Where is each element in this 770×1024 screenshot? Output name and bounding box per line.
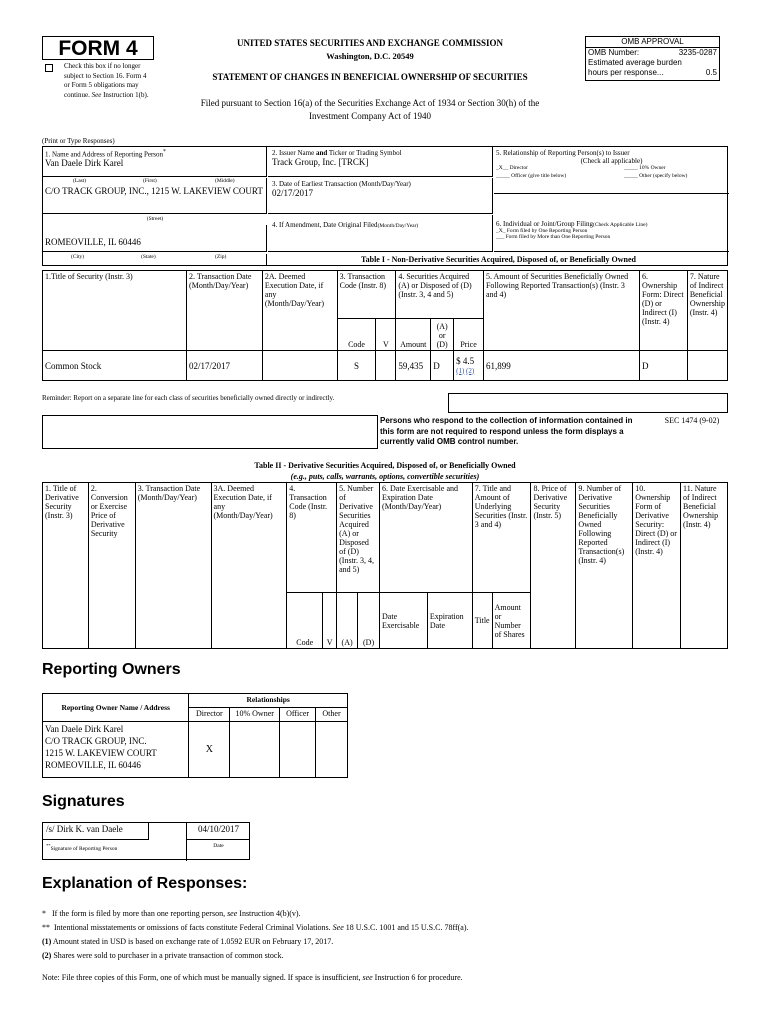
box1-label: 1. Name and Address of Reporting Person [45,150,164,159]
table2-title: Table II - Derivative Securities Acquired, Disposed of, or Beneficially Owned [254,461,516,470]
agency-city: Washington, D.C. 20549 [326,51,414,61]
box4-amendment: 4. If Amendment, Date Original Filed(Month/Day/Year) [268,215,493,252]
t2-h11: 11. Nature of Indirect Beneficial Ownership (Instr. 4) [681,483,728,649]
signatures-heading: Signatures [42,793,125,810]
signature-date: 04/10/2017 [187,823,250,840]
note-1: * If the form is filed by more than one reporting person, see Instruction 4(b)(v). [42,909,301,918]
owner-address: Van Daele Dirk Karel C/O TRACK GROUP, INC. 1215 W. LAKEVIEW COURT ROMEOVILLE, IL 60446 [43,722,189,778]
table1-title: Table I - Non-Derivative Securities Acquired, Disposed of, or Beneficially Owned [361,255,636,264]
t2-h1: 1. Title of Derivative Security (Instr. 3) [43,483,89,649]
footnote-1-link[interactable]: (1) [456,366,465,375]
explanation-heading: Explanation of Responses: [42,875,248,892]
t1-h1: 1.Title of Security (Instr. 3) [43,271,187,351]
t2-h4: 4. Transaction Code (Instr. 8) [287,483,337,593]
filed-pursuant-1: Filed pursuant to Section 16(a) of the Securities Exchange Act of 1934 or Section 30(h) of the [200,98,540,108]
security-title: Common Stock [43,351,187,381]
col-owner-name: Reporting Owner Name / Address [43,694,189,722]
persons-notice: Persons who respond to the collection of information contained in this form are not required to respond unless the form displays a currently valid OMB control number. [380,416,633,446]
table2: 1. Title of Derivative Security (Instr. 3) 2. Conversion or Exercise Price of Derivative Security 3. Transaction Date (Month/Day/Year) 3A. Deemed Execution Date, if any (Month/Day/Year) 4. Transaction Code (Instr. 8) 5. Number of Derivative Securities Acquired (A) or Disposed of (D) (Instr. 3, 4, and 5) 6. Date Exercisable and Expiration Date (Month/Day/Year) 7. Title and Amount of Underlying Securities (Instr. 3 and 4) 8. Price of Derivative Security (Instr. 5) 9. Number of Derivative Securities Beneficially Owned Following Reported Transaction(s) (Instr. 4) 10. Ownership Form of Derivative Security: Direct (D) or Indirect (I) (Instr. 4) 11. Nature of Indirect Beneficial Ownership (Instr. 4) Code V (A) (D) Date Exercisable Expiration Date Title Amount or Number of Shares [42,482,728,649]
city-sub-labels: (City) (State) (Zip) [43,254,267,266]
box5-relationship: 5. Relationship of Reporting Person(s) to Issuer (Check all applicable) _X__ Director _____ 10% Owner _____ Officer (give title below) _____ Other (specify below) [494,147,729,194]
omb-burden-1: Estimated average burden [588,58,682,67]
transaction-date: 02/17/2017 [187,351,263,381]
table2-subtitle: (e.g., puts, calls, warrants, options, convertible securities) [290,472,480,481]
t2-h2: 2. Conversion or Exercise Price of Derivative Security [88,483,135,649]
t2-h6: 6. Date Exercisable and Expiration Date (Month/Day/Year) [380,483,473,593]
owned-following: 61,899 [483,351,639,381]
blank-box-right [448,393,728,413]
reporting-owners-table: Reporting Owner Name / Address Relationships Director 10% Owner Officer Other Van Daele Dirk Karel C/O TRACK GROUP, INC. 1215 W. LAKEVIEW COURT ROMEOVILLE, IL 60446 X [42,693,348,778]
t2-h9: 9. Number of Derivative Securities Beneficially Owned Following Reported Transaction(s) (Instr. 4) [576,483,633,649]
signature-label: **Signature of Reporting Person [46,843,118,852]
reporter-city: ROMEOVILLE, IL 60446 [45,237,141,247]
col-relationships: Relationships [189,694,348,708]
agency-name: UNITED STATES SECURITIES AND EXCHANGE COMMISSION [237,38,503,48]
filing-opt2: ___ Form filed by More than One Reporting Person [496,234,611,240]
reporter-name: Van Daele Dirk Karel [45,158,124,169]
box1-address [43,186,267,214]
t1-h3: 3. Transaction Code (Instr. 8) [337,271,396,319]
print-or-type: (Print or Type Responses) [42,137,115,145]
acquired-disposed: D [431,351,454,381]
amount: 59,435 [396,351,431,381]
omb-title: OMB APPROVAL [586,37,719,48]
table-row [43,722,348,778]
footnote-2-link[interactable]: (2) [466,366,475,375]
earliest-date: 02/17/2017 [272,188,314,198]
table1: 1.Title of Security (Instr. 3) 2. Transaction Date (Month/Day/Year) 2A. Deemed Execution Date, if any (Month/Day/Year) 3. Transaction Code (Instr. 8) 4. Securities Acquired (A) or Disposed of (D) (Instr. 3, 4 and 5) 5. Amount of Securities Beneficially Owned Following Reported Transaction(s) (Instr. 3 and 4) 6. Ownership Form: Direct (D) or Indirect (I) (Instr. 4) 7. Nature of Indirect Beneficial Ownership (Instr. 4) Code V Amount (A) or (D) Price Common Stock 02/17/2017 S 59,435 D $ 4.5 (1) (2) 61,899 D [42,270,728,381]
t2-h8: 8. Price of Derivative Security (Instr. 5) [531,483,576,649]
t1-h2a: 2A. Deemed Execution Date, if any (Month/Day/Year) [262,271,337,351]
t2-h3a: 3A. Deemed Execution Date, if any (Month/Day/Year) [211,483,287,649]
box2-issuer: 2. Issuer Name and Ticker or Trading Symbol Track Group, Inc. [TRCK] [268,147,493,177]
t1-h4: 4. Securities Acquired (A) or Disposed of (D) (Instr. 3, 4 and 5) [396,271,484,319]
issuer-name: Track Group, Inc. [TRCK] [272,157,369,167]
statement-title: STATEMENT OF CHANGES IN BENEFICIAL OWNERSHIP OF SECURITIES [212,72,528,82]
t1-h2: 2. Transaction Date (Month/Day/Year) [187,271,263,351]
t1-h7: 7. Nature of Indirect Beneficial Ownership (Instr. 4) [687,271,727,351]
footnote-1: (1) Amount stated in USD is based on exchange rate of 1.0592 EUR on February 17, 2017. [42,937,334,946]
no-longer-subject-checkbox[interactable] [45,64,53,72]
box1-name: 1. Name and Address of Reporting Person* Van Daele Dirk Karel [43,147,267,177]
director-mark: X [189,722,230,778]
reporting-owners-heading: Reporting Owners [42,661,181,678]
form-title-box [42,36,154,60]
omb-approval-box [585,36,720,81]
transaction-code: S [337,351,376,381]
street-label: (Street) [146,216,164,222]
omb-burden-row: hours per response... 0.5 [588,68,717,77]
signature-block [42,822,250,860]
ownership-form: D [640,351,688,381]
note-2: ** Intentional misstatements or omissions of facts constitute Federal Criminal Violations. See 18 U.S.C. 1001 and 15 U.S.C. 78ff(a). [42,923,469,932]
sec-number: SEC 1474 (9-02) [664,416,720,425]
t1-h6: 6. Ownership Form: Direct (D) or Indirect (I) (Instr. 4) [640,271,688,351]
t2-h3: 3. Transaction Date (Month/Day/Year) [135,483,211,649]
t2-h10: 10. Ownership Form of Derivative Security: Direct (D) or Indirect (I) (Instr. 4) [633,483,681,649]
box6-filing: 6. Individual or Joint/Group Filing(Check Applicable Line) _X_ Form filed by One Reporting Person ___ Form filed by More than One Reporting Person [494,215,729,252]
filing-note: Note: File three copies of this Form, one of which must be manually signed. If space is insufficient, see Instruction 6 for procedure. [42,973,463,982]
filed-pursuant-2: Investment Company Act of 1940 [309,111,431,121]
date-label: Date [213,843,224,849]
box1-city [43,225,267,252]
t1-h5: 5. Amount of Securities Beneficially Owned Following Reported Transaction(s) (Instr. 3 and 4) [483,271,639,351]
price: $ 4.5 [456,355,475,366]
reporting-person-boxes [42,146,728,266]
t2-h7: 7. Title and Amount of Underlying Securities (Instr. 3 and 4) [472,483,531,593]
blank-box-left [42,415,378,449]
box3-earliest-date: 3. Date of Earliest Transaction (Month/Day/Year) 02/17/2017 [268,178,493,214]
reporter-address: C/O TRACK GROUP, INC., 1215 W. LAKEVIEW COURT [45,186,263,196]
omb-number-row: OMB Number: 3235-0287 [588,48,717,57]
footnote-2: (2) Shares were sold to purchaser in a private transaction of common stock. [42,951,284,960]
filing-opt1: _X_ Form filed by One Reporting Person [496,228,588,234]
reminder: Reminder: Report on a separate line for each class of securities beneficially owned directly or indirectly. [42,394,335,402]
director-check: _X__ Director [496,165,528,171]
price-cell [454,351,484,381]
signature-value: /s/ Dirk K. van Daele [43,823,149,840]
name-sub-labels: (Last) (First) (Middle) [43,178,267,186]
form-title: FORM 4 [58,37,138,60]
t2-h5: 5. Number of Derivative Securities Acquired (A) or Disposed of (D) (Instr. 3, 4, and 5) [337,483,380,593]
table-row [43,351,728,381]
check-box-text: Check this box if no longer subject to Section 16. Form 4 or Form 5 obligations may continue. See Instruction 1(b). [64,62,149,99]
